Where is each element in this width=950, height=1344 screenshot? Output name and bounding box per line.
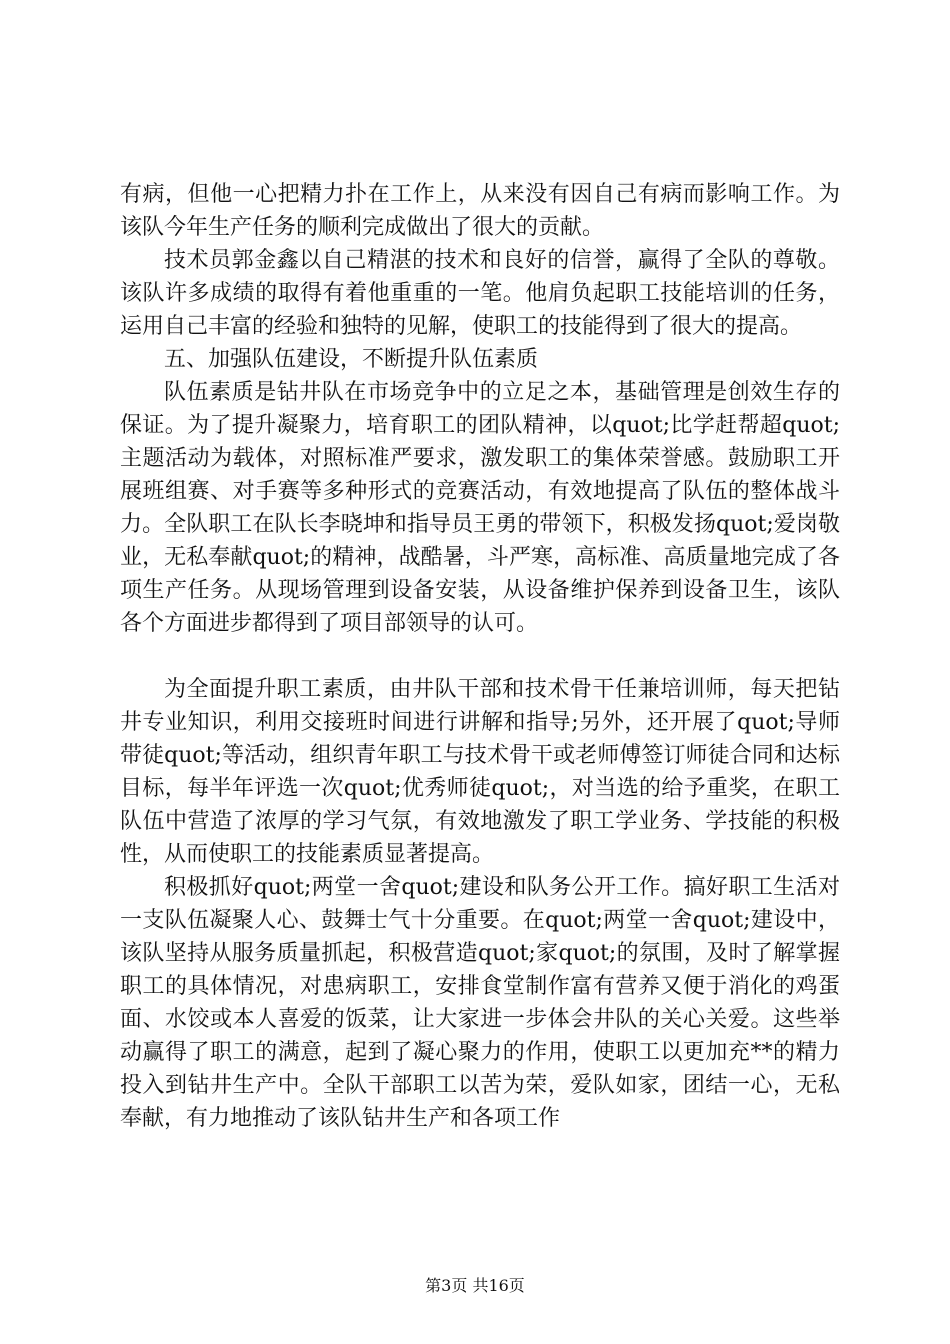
paragraph-5: 积极抓好quot;两堂一舍quot;建设和队务公开工作。搞好职工生活对一支队伍凝聚人心、鼓舞士气十分重要。在quot;两堂一舍quot;建设中，该队坚持从服务质量抓起，积极营造quot;家quot;的氛围，及时了解掌握职工的具体情况，对患病职工，安排食堂制作富有营养又便于消化的鸡蛋面、水饺或本人喜爱的饭菜，让大家进一步体会井队的关心关爱。这些举动赢得了职工的满意，起到了凝心聚力的作用，使职工以更加充**的精力投入到钻井生产中。全队干部职工以苦为荣，爱队如家，团结一心，无私奉献，有力地推动了该队钻井生产和各项工作 — [120, 875, 840, 1131]
paragraph-gap — [120, 640, 840, 673]
paragraph-1: 有病，但他一心把精力扑在工作上，从来没有因自己有病而影响工作。为该队今年生产任务的顺利完成做出了很大的贡献。 — [120, 182, 840, 240]
paragraph-2: 技术员郭金鑫以自己精湛的技术和良好的信誉，赢得了全队的尊敬。该队许多成绩的取得有着他重重的一笔。他肩负起职工技能培训的任务，运用自己丰富的经验和独特的见解，使职工的技能得到了很大的提高。 — [120, 248, 840, 339]
section-heading: 五、加强队伍建设，不断提升队伍素质 — [164, 347, 539, 372]
paragraph-3: 队伍素质是钻井队在市场竞争中的立足之本，基础管理是创效生存的保证。为了提升凝聚力，培育职工的团队精神，以quot;比学赶帮超quot;主题活动为载体，对照标准严要求，激发职工的集体荣誉感。鼓励职工开展班组赛、对手赛等多种形式的竞赛活动，有效地提高了队伍的整体战斗力。全队职工在队长李晓坤和指导员王勇的带领下，积极发扬quot;爱岗敬业，无私奉献quot;的精神，战酷暑，斗严寒，高标准、高质量地完成了各项生产任务。从现场管理到设备安装，从设备维护保养到设备卫生，该队各个方面进步都得到了项目部领导的认可。 — [120, 380, 840, 636]
page-footer: 第3页 共16页 — [425, 1276, 525, 1295]
paragraph-4: 为全面提升职工素质，由井队干部和技术骨干任兼培训师，每天把钻井专业知识，利用交接班时间进行讲解和指导;另外，还开展了quot;导师带徒quot;等活动，组织青年职工与技术骨干或老师傅签订师徒合同和达标目标，每半年评选一次quot;优秀师徒quot;，对当选的给予重奖，在职工队伍中营造了浓厚的学习气氛，有效地激发了职工学业务、学技能的积极性，从而使职工的技能素质显著提高。 — [120, 677, 840, 867]
document-body — [120, 178, 840, 1135]
